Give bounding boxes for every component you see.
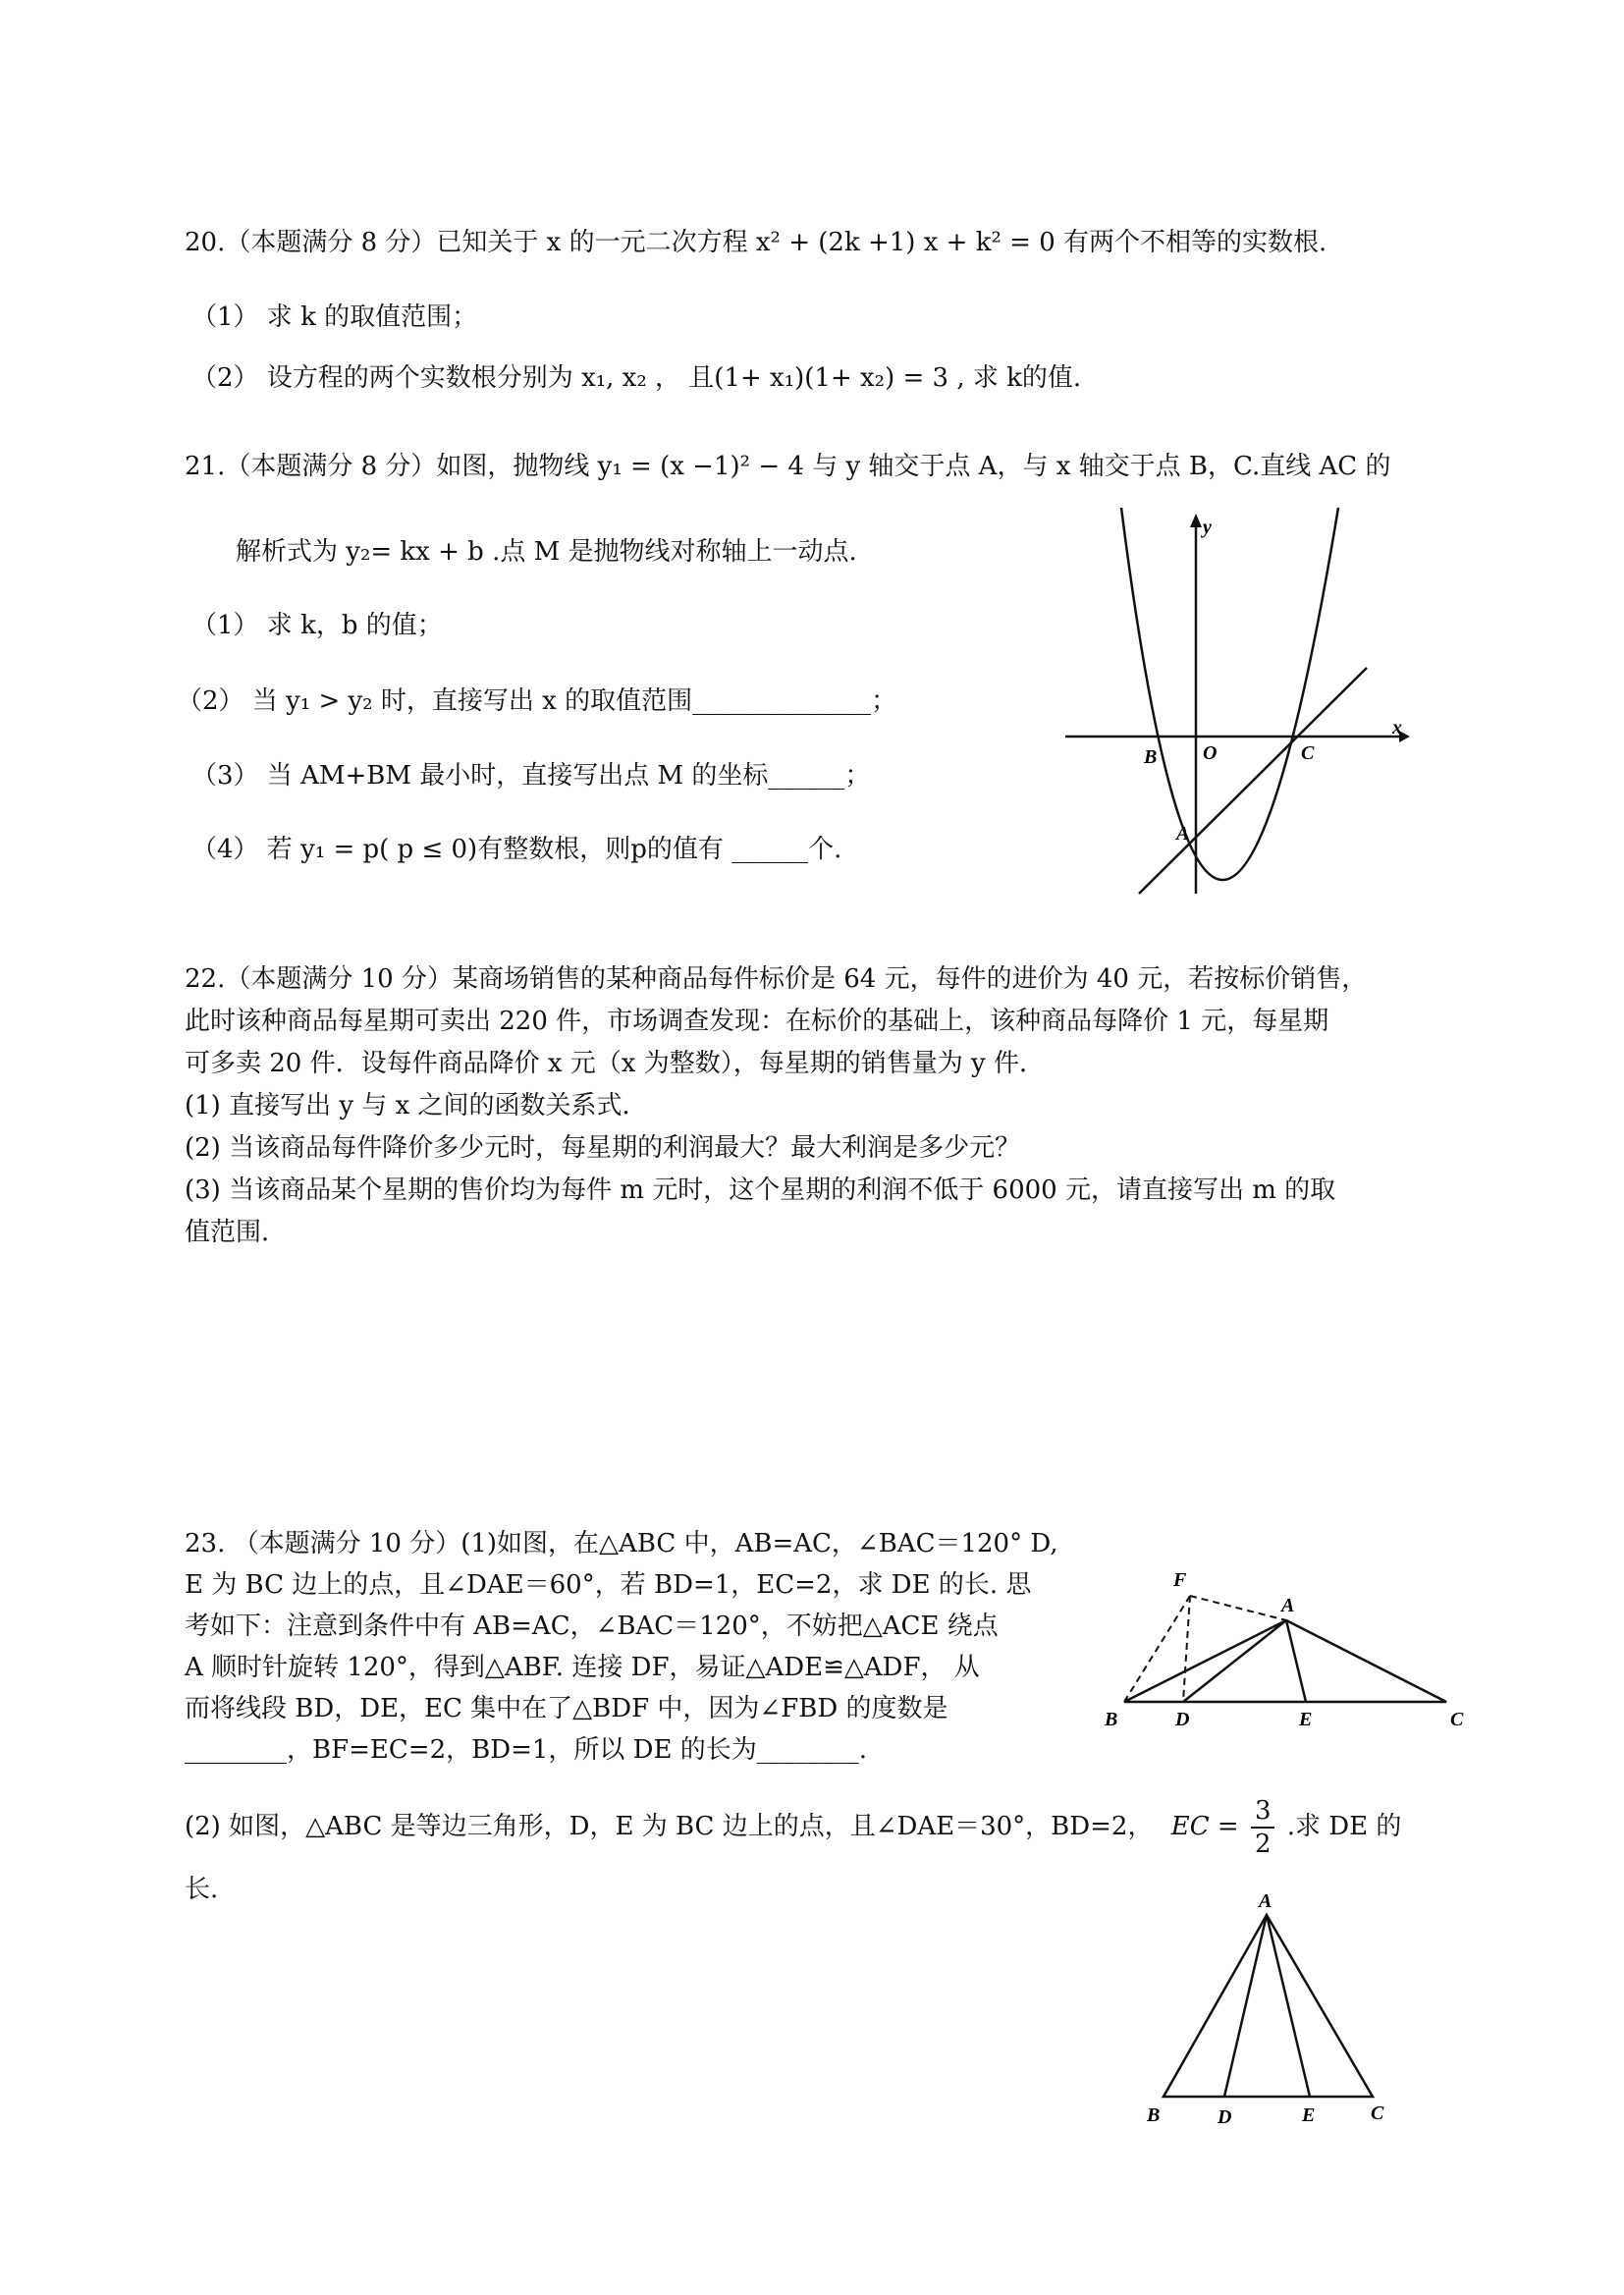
q22-line2: 此时该种商品每星期可卖出 220 件，市场调查发现：在标价的基础上，该种商品每降价 1 元，每星期 [185, 1007, 1329, 1036]
label-d: D [1218, 2106, 1232, 2126]
q20-stem: 20.（本题满分 8 分）已知关于 x 的一元二次方程 x² + (2k +1) x + k² = 0 有两个不相等的实数根. [185, 228, 1327, 257]
q23-part2 [185, 1795, 1401, 1860]
q20-part2: （2） 设方程的两个实数根分别为 x₁, x₂ ， 且(1+ x₁)(1+ x₂) = 3 , 求 k的值. [191, 363, 1082, 393]
q22-part3: (3) 当该商品某个星期的售价均为每件 m 元时，这个星期的利润不低于 6000 元，请直接写出 m 的取 [185, 1175, 1336, 1205]
q21-stem-line2: 解析式为 y₂= kx + b .点 M 是抛物线对称轴上一动点. [236, 537, 857, 567]
label-a: A [1259, 1890, 1272, 1912]
fraction-numerator: 3 [1251, 1795, 1275, 1829]
q22-part3-cont: 值范围． [185, 1218, 288, 1247]
label-f: F [1173, 1569, 1187, 1591]
fraction-denominator: 2 [1254, 1830, 1272, 1859]
label-y: y [1203, 517, 1212, 538]
q22-part2: (2) 当该商品每件降价多少元时，每星期的利润最大？最大利润是多少元？ [185, 1133, 1021, 1163]
q21-parabola-figure [1051, 506, 1414, 899]
q21-part2: （2） 当 y₁ > y₂ 时，直接写出 x 的取值范围______________； [177, 686, 897, 716]
segment-fd [1183, 1596, 1190, 1702]
label-e: E [1299, 1709, 1313, 1730]
label-o: O [1203, 742, 1218, 764]
segment-ae [1286, 1620, 1306, 1702]
q22-line3: 可多卖 20 件．设每件商品降价 x 元（x 为整数），每星期的销售量为 y 件． [185, 1049, 1045, 1078]
y-axis-arrow [1190, 514, 1202, 527]
q21-part4: （4） 若 y₁ = p( p ≤ 0)有整数根，则p的值有 ______个. [191, 835, 842, 864]
q23-part2-cont: 长. [185, 1875, 219, 1904]
label-e: E [1302, 2104, 1316, 2126]
q23-line1: 23. （本题满分 10 分）(1)如图，在△ABC 中，AB=AC，∠BAC＝120° D, [185, 1529, 1058, 1558]
q22-part1: (1) 直接写出 y 与 x 之间的函数关系式． [185, 1091, 648, 1120]
q23-line3: 考如下：注意到条件中有 AB=AC，∠BAC＝120°，不妨把△ACE 绕点 [185, 1612, 999, 1641]
label-a: A [1281, 1595, 1295, 1616]
q23-part2-text-end: .求 DE 的 [1286, 1812, 1402, 1841]
line-ac [1139, 668, 1367, 894]
q23-figure2-equilateral [1129, 1885, 1414, 2126]
label-c: C [1371, 2103, 1384, 2124]
label-x: x [1392, 717, 1402, 738]
segment-ae [1267, 1915, 1310, 2097]
segment-ad [1224, 1915, 1267, 2097]
q23-line6: ________，BF=EC=2，BD=1，所以 DE 的长为________. [185, 1735, 868, 1765]
label-c: C [1301, 742, 1315, 764]
parabola-curve [1121, 508, 1338, 880]
label-a: A [1176, 823, 1190, 845]
triangle-abc [1124, 1620, 1446, 1702]
q23-part2-text: (2) 如图，△ABC 是等边三角形，D，E 为 BC 边上的点，且∠DAE＝30°，BD=2， [185, 1812, 1154, 1841]
q21-part1: （1） 求 k，b 的值； [191, 611, 443, 640]
segment-fa [1190, 1596, 1286, 1620]
q21-stem: 21.（本题满分 8 分）如图，抛物线 y₁ = (x −1)² − 4 与 y 轴交于点 A，与 x 轴交于点 B，C.直线 AC 的 [185, 452, 1391, 481]
q23-line2: E 为 BC 边上的点，且∠DAE＝60°，若 BD=1，EC=2，求 DE 的长. 思 [185, 1570, 1032, 1600]
q23-line4: A 顺时针旋转 120°，得到△ABF. 连接 DF，易证△ADE≌△ADF， 从 [185, 1653, 980, 1682]
triangle-abc [1164, 1915, 1373, 2097]
label-b: B [1147, 2104, 1161, 2126]
q21-part3: （3） 当 AM+BM 最小时，直接写出点 M 的坐标______； [191, 761, 871, 791]
q23-part2-ec-label: EC = [1170, 1812, 1239, 1841]
segment-ad [1183, 1620, 1286, 1702]
label-b: B [1144, 746, 1158, 768]
q20-part1: （1） 求 k 的取值范围； [191, 302, 478, 332]
label-c: C [1450, 1709, 1464, 1730]
q23-part2-fraction [1251, 1795, 1275, 1860]
q22-line1: 22.（本题满分 10 分）某商场销售的某种商品每件标价是 64 元，每件的进价为 40 元，若按标价销售， [185, 964, 1368, 994]
label-d: D [1175, 1709, 1190, 1730]
label-b: B [1105, 1709, 1118, 1730]
q23-figure1-triangle [1095, 1557, 1483, 1738]
q23-line5: 而将线段 BD，DE，EC 集中在了△BDF 中，因为∠FBD 的度数是 [185, 1694, 948, 1723]
